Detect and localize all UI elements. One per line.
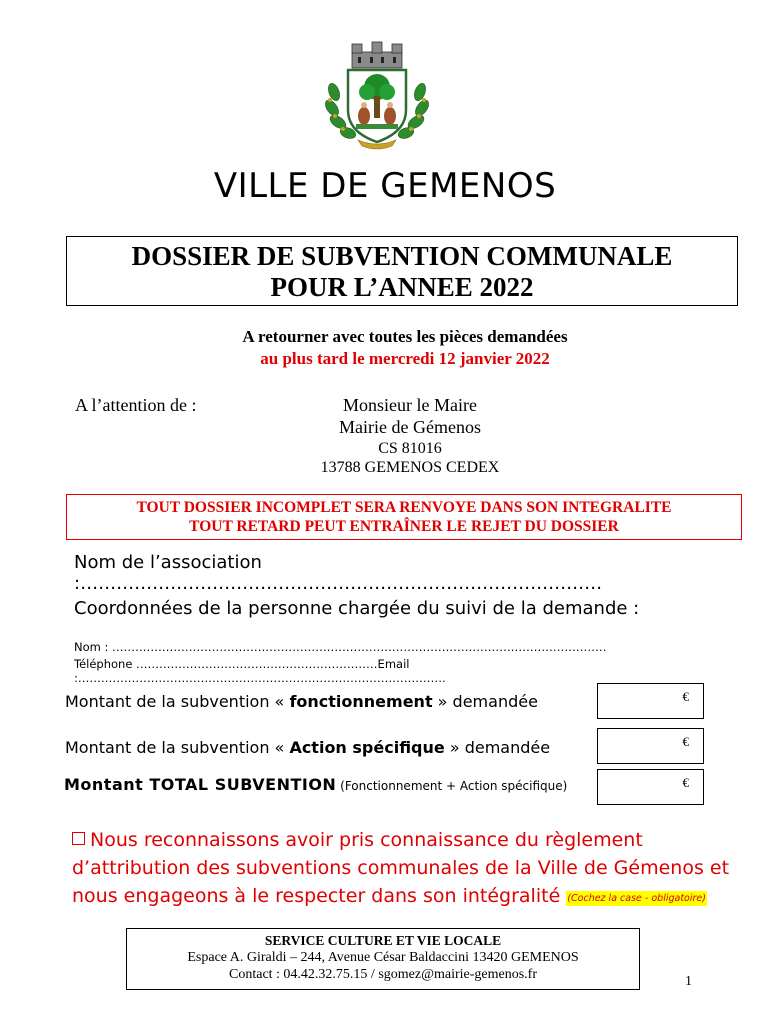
contact-person-heading: Coordonnées de la personne chargée du suivi de la demande :	[74, 598, 640, 619]
deadline-text: au plus tard le mercredi 12 janvier 2022	[260, 349, 550, 368]
total-label-note: (Fonctionnement + Action spécifique)	[336, 779, 568, 793]
amount-label-bold: Action spécifique	[289, 738, 445, 757]
engagement-statement	[72, 826, 762, 913]
contact-name-field[interactable]: Nom : …………………………………………………………………………………………………………………	[74, 640, 607, 654]
address-line: 13788 GEMENOS CEDEX	[320, 459, 500, 476]
amount-total-label	[64, 775, 567, 794]
dossier-title-line1: DOSSIER DE SUBVENTION COMMUNALE	[131, 241, 673, 271]
amount-label-prefix: Montant de la subvention «	[65, 692, 290, 711]
service-contact: Contact : 04.42.32.75.15 / sgomez@mairie-gemenos.fr	[229, 967, 537, 982]
warning-line2: TOUT RETARD PEUT ENTRAÎNER LE REJET DU DOSSIER	[189, 518, 619, 535]
contact-phone-email-field[interactable]: Téléphone ………………………………………………………Email :……………………………………………………………………………………	[74, 657, 446, 685]
amount-fonctionnement-input[interactable]	[597, 683, 704, 719]
page-number: 1	[685, 974, 692, 989]
service-contact-box	[126, 928, 640, 990]
dossier-title-box	[66, 236, 738, 306]
page-title: VILLE DE GEMENOS	[213, 166, 557, 206]
warning-box	[66, 494, 742, 540]
service-address: Espace A. Giraldi – 244, Avenue César Baldaccini 13420 GEMENOS	[187, 950, 579, 965]
amount-action-input[interactable]	[597, 728, 704, 764]
address-line: Mairie de Gémenos	[339, 417, 481, 437]
return-instruction: A retourner avec toutes les pièces demandées	[242, 327, 568, 346]
attention-label: A l’attention de :	[75, 395, 197, 415]
address-line: Monsieur le Maire	[343, 395, 477, 415]
amount-label-bold: fonctionnement	[289, 692, 433, 711]
warning-line1: TOUT DOSSIER INCOMPLET SERA RENVOYE DANS SON INTEGRALITE	[136, 499, 672, 516]
mandatory-note: (Cochez la case - obligatoire)	[567, 893, 706, 904]
engagement-checkbox[interactable]	[72, 832, 85, 845]
dossier-title-line2: POUR L’ANNEE 2022	[270, 272, 534, 302]
association-name-field[interactable]: Nom de l’association :……………………………………………………………………………	[74, 552, 603, 594]
amount-label-suffix: » demandée	[444, 738, 551, 757]
amount-label-prefix: Montant de la subvention «	[65, 738, 290, 757]
euro-sign: €	[682, 775, 689, 790]
engagement-text: Nous reconnaissons avoir pris connaissance du règlement d’attribution des subventions communales de la Ville de Gémenos et nous engageons à le respecter dans son intégralité	[72, 829, 730, 907]
amount-fonctionnement-label	[65, 692, 538, 711]
euro-sign: €	[682, 689, 689, 704]
amount-total-input[interactable]	[597, 769, 704, 805]
amount-label-suffix: » demandée	[432, 692, 538, 711]
euro-sign: €	[682, 734, 689, 749]
city-coat-of-arms-icon	[318, 40, 436, 152]
total-label-bold: Montant TOTAL SUBVENTION	[64, 775, 337, 794]
amount-action-label	[65, 738, 550, 757]
address-line: CS 81016	[378, 440, 442, 457]
service-title: SERVICE CULTURE ET VIE LOCALE	[264, 933, 502, 948]
